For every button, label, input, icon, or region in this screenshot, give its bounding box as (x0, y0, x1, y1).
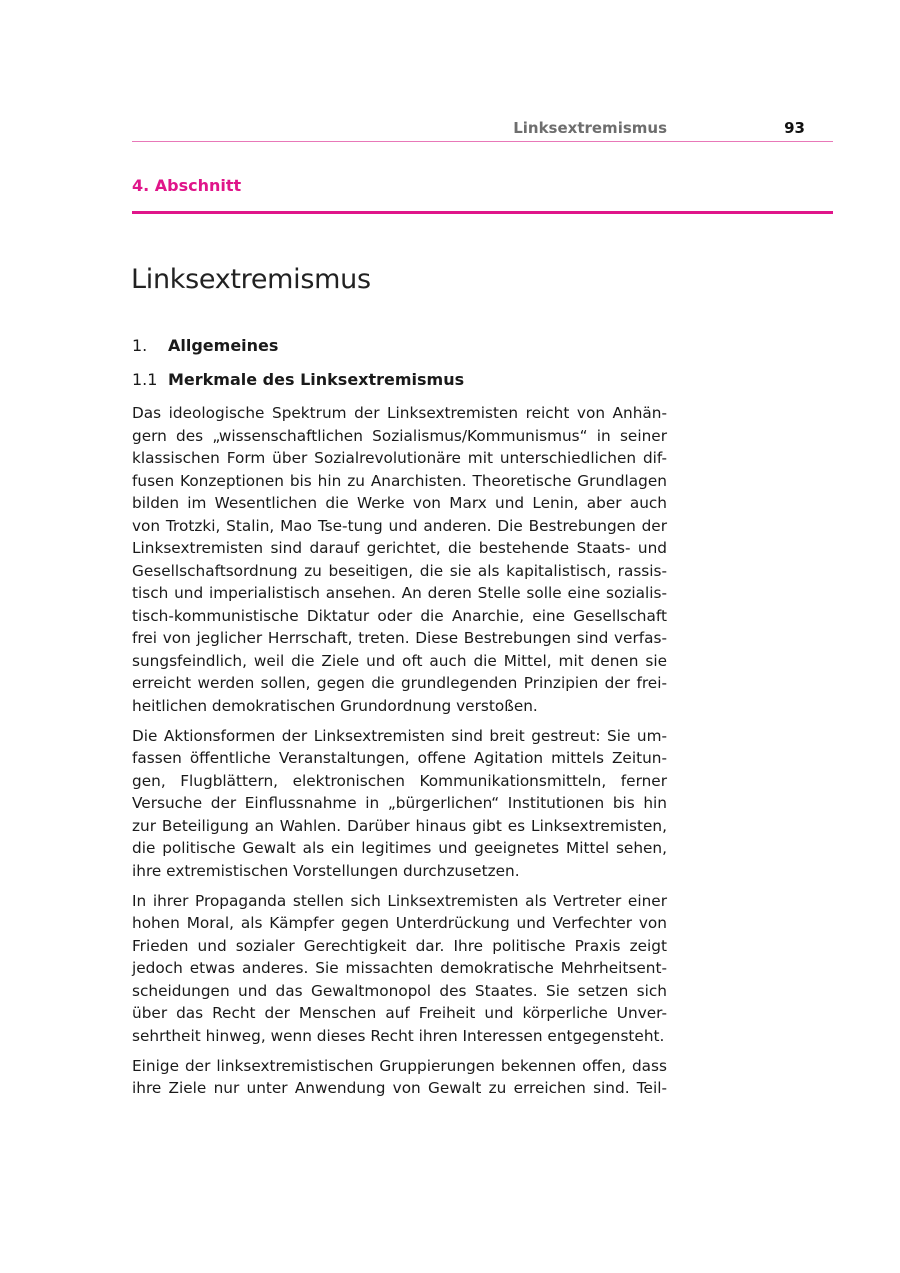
text-line: von Trotzki, Stalin, Mao Tse-tung und anderen. Die Bestrebungen der (132, 516, 667, 535)
text-line: erreicht werden sollen, gegen die grundlegenden Prinzipien der frei- (132, 674, 667, 692)
paragraph (132, 725, 667, 883)
running-header (132, 117, 833, 142)
text-line: hohen Moral, als Kämpfer gegen Unterdrückung und Verfechter von (132, 914, 667, 932)
heading-title: Merkmale des Linksextremismus (168, 370, 465, 389)
text-line: jedoch etwas anderes. Sie missachten demokratische Mehrheitsent- (132, 959, 667, 977)
text-line: frei von jeglicher Herrschaft, treten. Diese Bestrebungen sind verfas- (132, 629, 667, 647)
text-line: zur Beteiligung an Wahlen. Darüber hinaus gibt es Linksextremisten, (132, 816, 667, 835)
text-line: ihre extremistischen Vorstellungen durchzusetzen. (132, 861, 520, 880)
text-line: fusen Konzeptionen bis hin zu Anarchisten. Theoretische Grundlagen (132, 471, 667, 490)
text-line: In ihrer Propaganda stellen sich Linksextremisten als Vertreter einer (132, 891, 667, 910)
text-line: heitlichen demokratischen Grundordnung verstoßen. (132, 696, 538, 715)
paragraph (132, 1055, 667, 1100)
heading-number: 1. (132, 336, 148, 355)
text-line: Versuche der Einflussnahme in „bürgerlichen“ Institutionen bis hin (132, 794, 667, 812)
text-line: über das Recht der Menschen auf Freiheit und körperliche Unver- (132, 1004, 667, 1022)
text-line: klassischen Form über Sozialrevolutionäre mit unterschiedlichen dif- (132, 449, 667, 467)
heading-1-1 (132, 370, 464, 389)
text-line: fassen öffentliche Veranstaltungen, offene Agitation mittels Zeitun- (132, 749, 667, 767)
text-line: scheidungen und das Gewaltmonopol des Staates. Sie setzen sich (132, 981, 667, 1000)
text-line: Das ideologische Spektrum der Linksextremisten reicht von Anhän- (132, 404, 667, 422)
paragraph (132, 402, 667, 717)
text-line: sehrtheit hinweg, wenn dieses Recht ihren Interessen entgegensteht. (132, 1026, 665, 1045)
text-line: Gesellschaftsordnung zu beseitigen, die sie als kapitalistisch, rassis- (132, 561, 667, 580)
text-line: Linksextremisten sind darauf gerichtet, die bestehende Staats- und (132, 539, 667, 557)
chapter-title: Linksextremismus (131, 264, 371, 295)
section-divider (132, 211, 833, 214)
heading-title: Allgemeines (168, 336, 279, 355)
text-line: sungsfeindlich, weil die Ziele und oft auch die Mittel, mit denen sie (132, 651, 667, 670)
section-label: 4. Abschnitt (132, 176, 242, 195)
text-line: Die Aktionsformen der Linksextremisten sind breit gestreut: Sie um- (132, 726, 667, 745)
page-number: 93 (784, 119, 805, 137)
text-line: die politische Gewalt als ein legitimes und geeignetes Mittel sehen, (132, 839, 667, 857)
text-line: bilden im Wesentlichen die Werke von Marx und Lenin, aber auch (132, 494, 667, 512)
text-line: gen, Flugblättern, elektronischen Kommunikationsmitteln, ferner (132, 771, 667, 790)
text-line: Einige der linksextremistischen Gruppierungen bekennen offen, dass (132, 1056, 667, 1075)
text-line: tisch und imperialistisch ansehen. An deren Stelle solle eine sozialis- (132, 584, 667, 602)
heading-1 (132, 336, 278, 355)
text-line: gern des „wissenschaftlichen Sozialismus/Kommunismus“ in seiner (132, 426, 667, 445)
heading-number: 1.1 (132, 370, 158, 389)
text-line: Frieden und sozialer Gerechtigkeit dar. Ihre politische Praxis zeigt (132, 936, 667, 955)
text-line: ihre Ziele nur unter Anwendung von Gewalt zu erreichen sind. Teil- (132, 1079, 667, 1097)
paragraph (132, 890, 667, 1048)
running-title: Linksextremismus (513, 119, 667, 137)
body-text (132, 402, 667, 1107)
text-line: tisch-kommunistische Diktatur oder die Anarchie, eine Gesellschaft (132, 606, 667, 625)
